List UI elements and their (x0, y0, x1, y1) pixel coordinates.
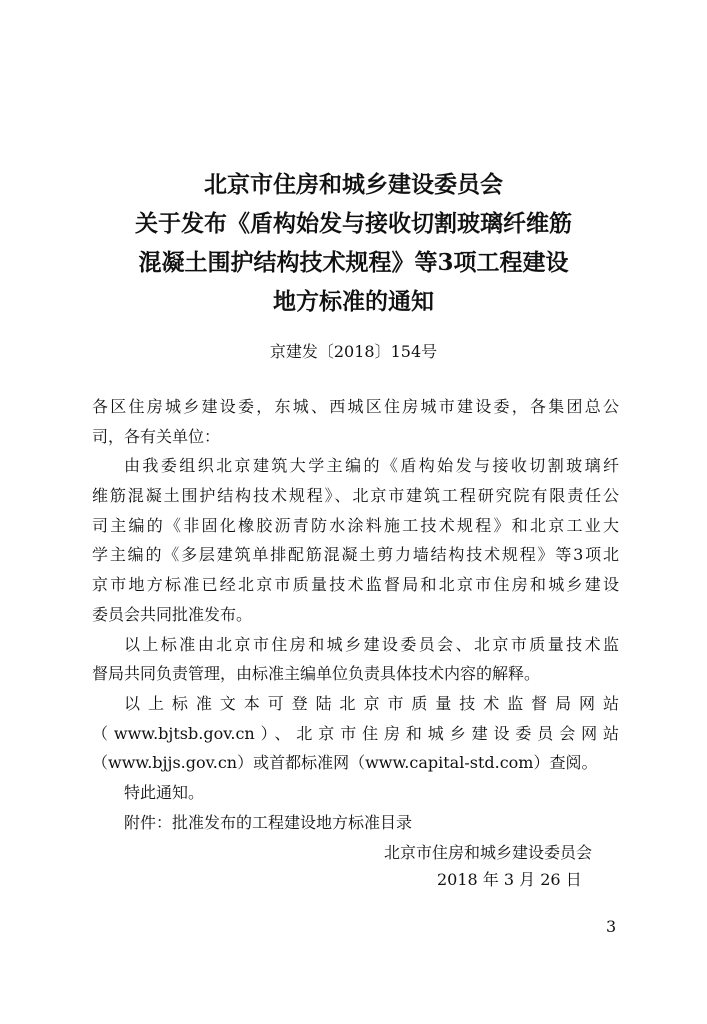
signature-date: 2018 年 3 月 26 日 (437, 870, 582, 889)
body-line-6: 学主编的《多层建筑单排配筋混凝土剪力墙结构技术规程》等3项北 (92, 545, 619, 565)
body-line-4: 维筋混凝土围护结构技术规程》、北京市建筑工程研究院有限责任公 (92, 486, 619, 506)
notice-body (92, 392, 619, 837)
title-line-3: 混凝土围护结构技术规程》等3项工程建设 (138, 249, 569, 276)
document-number: 京建发〔2018〕154号 (269, 342, 438, 361)
body-line-1: 各区住房城乡建设委，东城、西城区住房城市建设委，各集团总公 (92, 397, 619, 416)
body-line-10: 督局共同负责管理，由标准主编单位负责具体技术内容的解释。 (92, 664, 541, 684)
title-line-1: 北京市住房和城乡建设委员会 (204, 171, 503, 198)
body-line-11: 以上标准文本可登陆北京市质量技术监督局网站 (124, 693, 619, 713)
title-line-2: 关于发布《盾构始发与接收切割玻璃纤维筋 (135, 210, 572, 237)
body-line-2: 司，各有关单位： (92, 426, 221, 446)
body-line-7: 京市地方标准已经北京市质量技术监督局和北京市住房和城乡建设 (92, 575, 619, 595)
body-line-12: （www.bjtsb.gov.cn）、北京市住房和城乡建设委员会网站 (92, 723, 619, 743)
body-line-8: 委员会共同批准发布。 (92, 604, 253, 624)
page-number: 3 (606, 917, 617, 936)
body-line-5: 司主编的《非固化橡胶沥青防水涂料施工技术规程》和北京工业大 (92, 515, 619, 535)
body-line-13: （www.bjjs.gov.cn）或首都标准网（www.capital-std.com）查阅。 (92, 753, 598, 773)
body-line-3: 由我委组织北京建筑大学主编的《盾构始发与接收切割玻璃纤 (124, 456, 619, 476)
notice-title (0, 170, 707, 326)
body-line-14: 特此通知。 (124, 782, 205, 802)
title-line-4: 地方标准的通知 (273, 288, 434, 315)
body-line-15: 附件：批准发布的工程建设地方标准目录 (124, 812, 413, 832)
signature-issuer: 北京市住房和城乡建设委员会 (384, 843, 593, 862)
body-line-9: 以上标准由北京市住房和城乡建设委员会、北京市质量技术监 (124, 634, 619, 654)
